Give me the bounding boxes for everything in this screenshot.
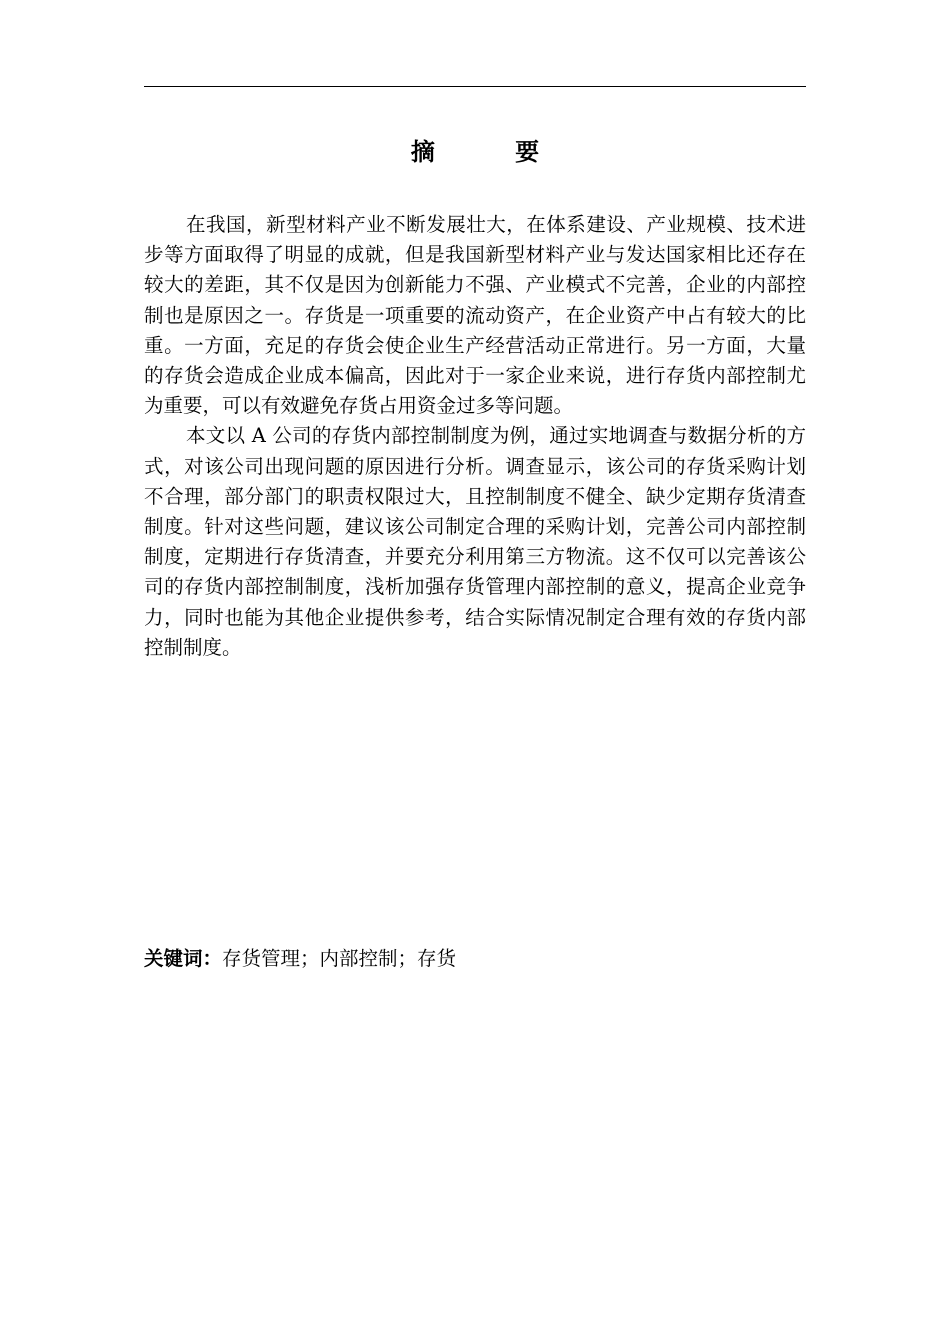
header-rule (144, 86, 806, 87)
abstract-paragraph-2: 本文以 A 公司的存货内部控制制度为例，通过实地调查与数据分析的方式，对该公司出现问题的原因进行分析。调查显示，该公司的存货采购计划不合理，部分部门的职责权限过大，且控制制度不健全、缺少定期存货清查制度。针对这些问题，建议该公司制定合理的采购计划，完善公司内部控制制度，定期进行存货清查，并要充分利用第三方物流。这不仅可以完善该公司的存货内部控制制度，浅析加强存货管理内部控制的意义，提高企业竞争力，同时也能为其他企业提供参考，结合实际情况制定合理有效的存货内部控制制度。 (144, 424, 806, 659)
keywords-value: 存货管理；内部控制；存货 (222, 947, 457, 970)
abstract-body (144, 210, 806, 663)
abstract-title: 摘 要 (410, 138, 576, 166)
keywords-line (144, 944, 806, 974)
keywords-label: 关键词： (144, 947, 223, 970)
abstract-paragraph-1: 在我国，新型材料产业不断发展壮大，在体系建设、产业规模、技术进步等方面取得了明显的成就，但是我国新型材料产业与发达国家相比还存在较大的差距，其不仅是因为创新能力不强、产业模式不完善，企业的内部控制也是原因之一。存货是一项重要的流动资产，在企业资产中占有较大的比重。一方面，充足的存货会使企业生产经营活动正常进行。另一方面，大量的存货会造成企业成本偏高，因此对于一家企业来说，进行存货内部控制尤为重要，可以有效避免存货占用资金过多等问题。 (144, 213, 806, 418)
